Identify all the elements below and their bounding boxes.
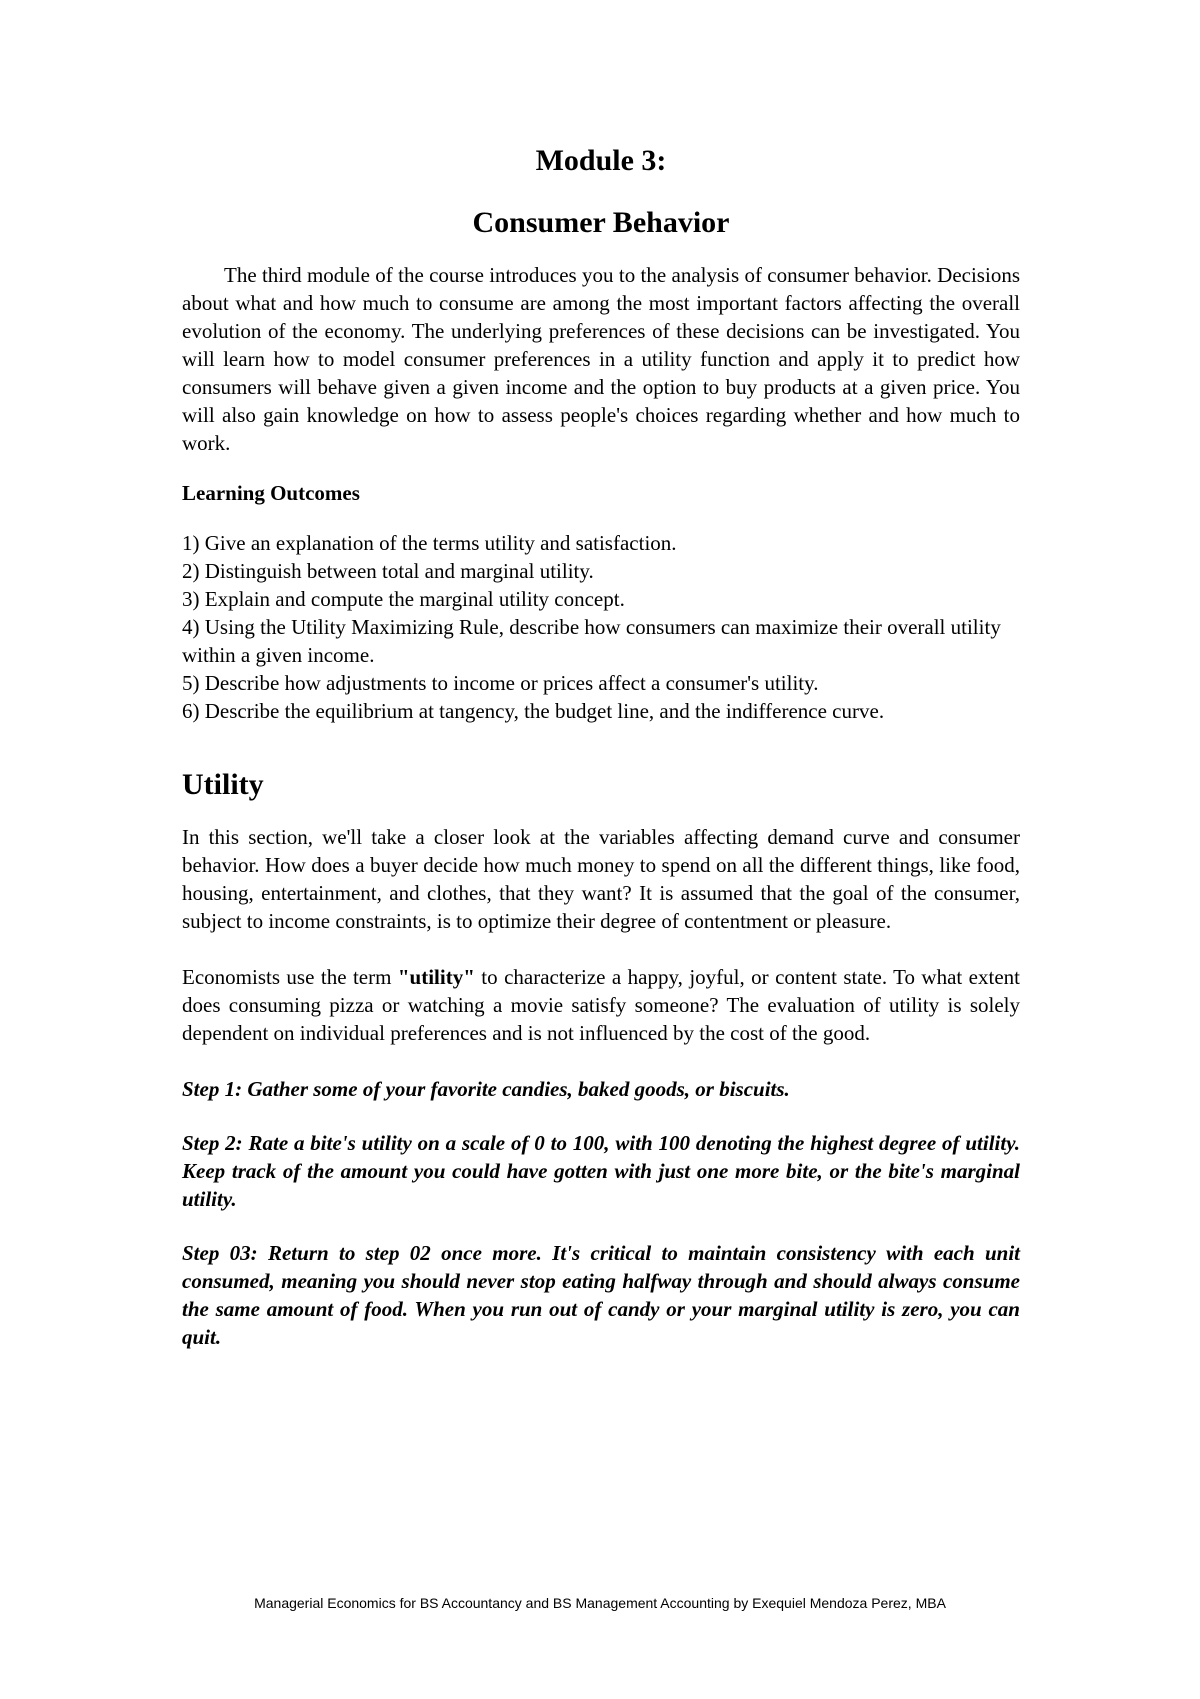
utility-term: "utility" [397, 965, 475, 989]
step-1: Step 1: Gather some of your favorite candies, baked goods, or biscuits. [182, 1077, 790, 1101]
utility-paragraph-2-rest: to characterize a happy, joyful, or content state. To what extent does consuming pizza or watching a movie satisfy someone? The evaluation of utility is solely dependent on individual preferences and is not influenced by the cost of the good. [182, 965, 1020, 1045]
module-subtitle: Consumer Behavior [472, 206, 730, 239]
intro-paragraph: The third module of the course introduces you to the analysis of consumer behavior. Decisions about what and how much to consume are among the most important factors affecting the overall evolution of the economy. The underlying preferences of these decisions can be investigated. You will learn how to model consumer preferences in a utility function and apply it to predict how consumers will behave given a given income and the option to buy products at a given price. You will also gain knowledge on how to assess people's choices regarding whether and how much to work. [182, 263, 1020, 455]
utility-paragraph-2-lead: Economists use the term [182, 965, 398, 989]
utility-heading: Utility [182, 768, 264, 801]
learning-outcome-item: 5) Describe how adjustments to income or prices affect a consumer's utility. [182, 671, 819, 695]
step-3: Step 03: Return to step 02 once more. It's critical to maintain consistency with each unit consumed, meaning you should never stop eating halfway through and should always consume the same amount of food. When you run out of candy or your marginal utility is zero, you can quit. [182, 1241, 1020, 1349]
learning-outcome-item: 3) Explain and compute the marginal utility concept. [182, 587, 625, 611]
learning-outcome-item: 6) Describe the equilibrium at tangency, the budget line, and the indifference curve. [182, 699, 885, 723]
learning-outcome-item: 2) Distinguish between total and marginal utility. [182, 559, 594, 583]
module-title: Module 3: [535, 144, 667, 177]
learning-outcomes-list [182, 529, 1020, 725]
learning-outcome-item: 4) Using the Utility Maximizing Rule, describe how consumers can maximize their overall utility within a given income. [182, 615, 1001, 667]
utility-paragraph-1: In this section, we'll take a closer look at the variables affecting demand curve and consumer behavior. How does a buyer decide how much money to spend on all the different things, like food, housing, entertainment, and clothes, that they want? It is assumed that the goal of the consumer, subject to income constraints, is to optimize their degree of contentment or pleasure. [182, 825, 1020, 933]
step-2: Step 2: Rate a bite's utility on a scale of 0 to 100, with 100 denoting the highest degree of utility. Keep track of the amount you could have gotten with just one more bite, or the bite's marginal utility. [182, 1131, 1020, 1211]
utility-paragraph-2 [182, 963, 1020, 1047]
page-footer: Managerial Economics for BS Accountancy and BS Management Accounting by Exequiel Mendoza Perez, MBA [254, 1595, 946, 1611]
learning-outcome-item: 1) Give an explanation of the terms utility and satisfaction. [182, 531, 677, 555]
learning-outcomes-heading: Learning Outcomes [182, 481, 360, 505]
page-content [182, 143, 1020, 1351]
